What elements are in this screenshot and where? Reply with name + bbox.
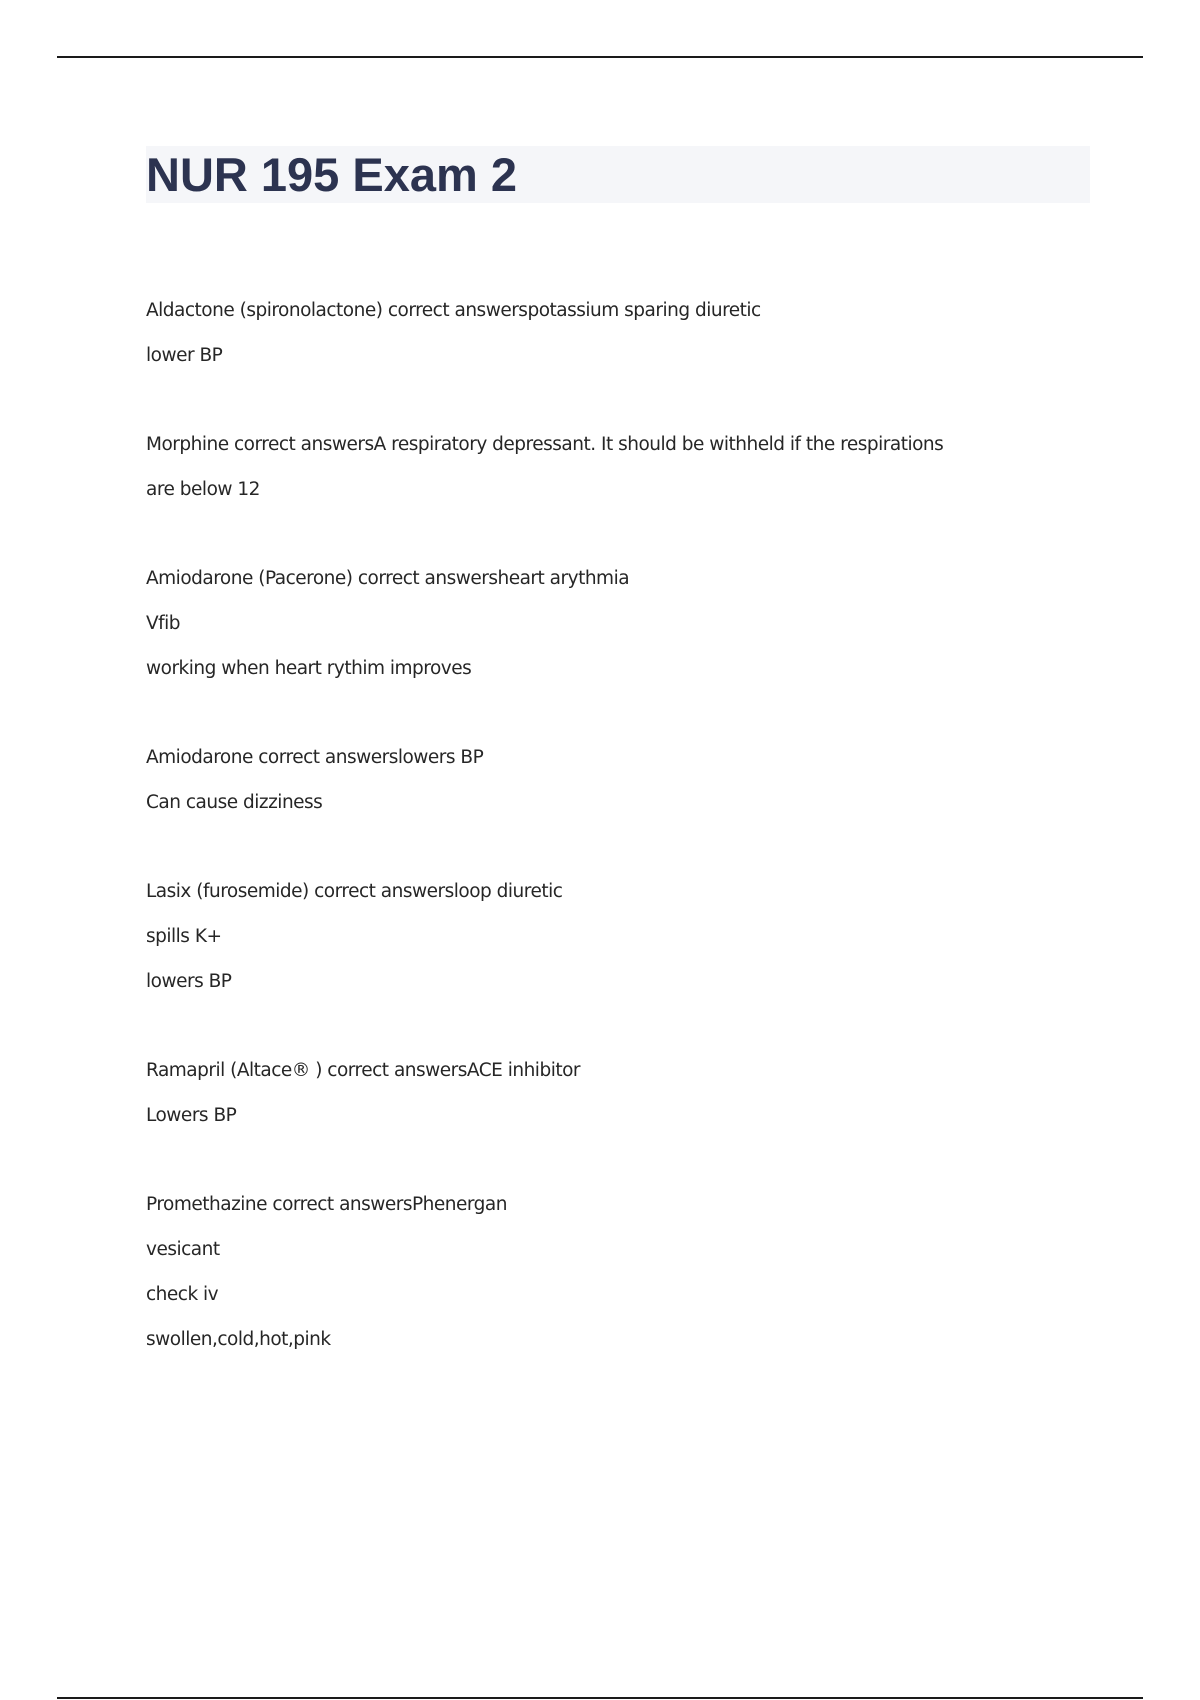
flashcard-entry [146,1182,1106,1362]
entry-line: Can cause dizziness [146,792,323,813]
flashcard-entry [146,869,1106,1004]
entry-line: lower BP [146,345,223,366]
flashcard-entry [146,288,1106,378]
entry-line: Vfib [146,613,181,634]
entry-line: lowers BP [146,971,232,992]
entry-line: vesicant [146,1239,220,1260]
entry-line: Amiodarone (Pacerone) correct answersheart arythmia [146,568,630,589]
entry-line: working when heart rythim improves [146,658,472,679]
document-title: NUR 195 Exam 2 [146,148,517,201]
entry-line: Ramapril (Altace® ) correct answersACE inhibitor [146,1060,581,1081]
entry-line: spills K+ [146,926,222,947]
entry-line: swollen,cold,hot,pink [146,1329,331,1350]
bottom-rule [57,1697,1143,1699]
entry-line: Aldactone (spironolactone) correct answerspotassium sparing diuretic [146,300,761,321]
entry-line: Morphine correct answersA respiratory depressant. It should be withheld if the respirations [146,434,944,455]
flashcard-entry [146,422,1106,512]
flashcard-entry [146,556,1106,691]
entry-line: Promethazine correct answersPhenergan [146,1194,507,1215]
entry-line: are below 12 [146,479,260,500]
document-body [146,288,1106,1406]
top-rule [57,56,1143,58]
entry-line: Lowers BP [146,1105,237,1126]
entry-line: Amiodarone correct answerslowers BP [146,747,484,768]
entry-line: check iv [146,1284,219,1305]
entry-line: Lasix (furosemide) correct answersloop diuretic [146,881,563,902]
flashcard-entry [146,735,1106,825]
flashcard-entry [146,1048,1106,1138]
